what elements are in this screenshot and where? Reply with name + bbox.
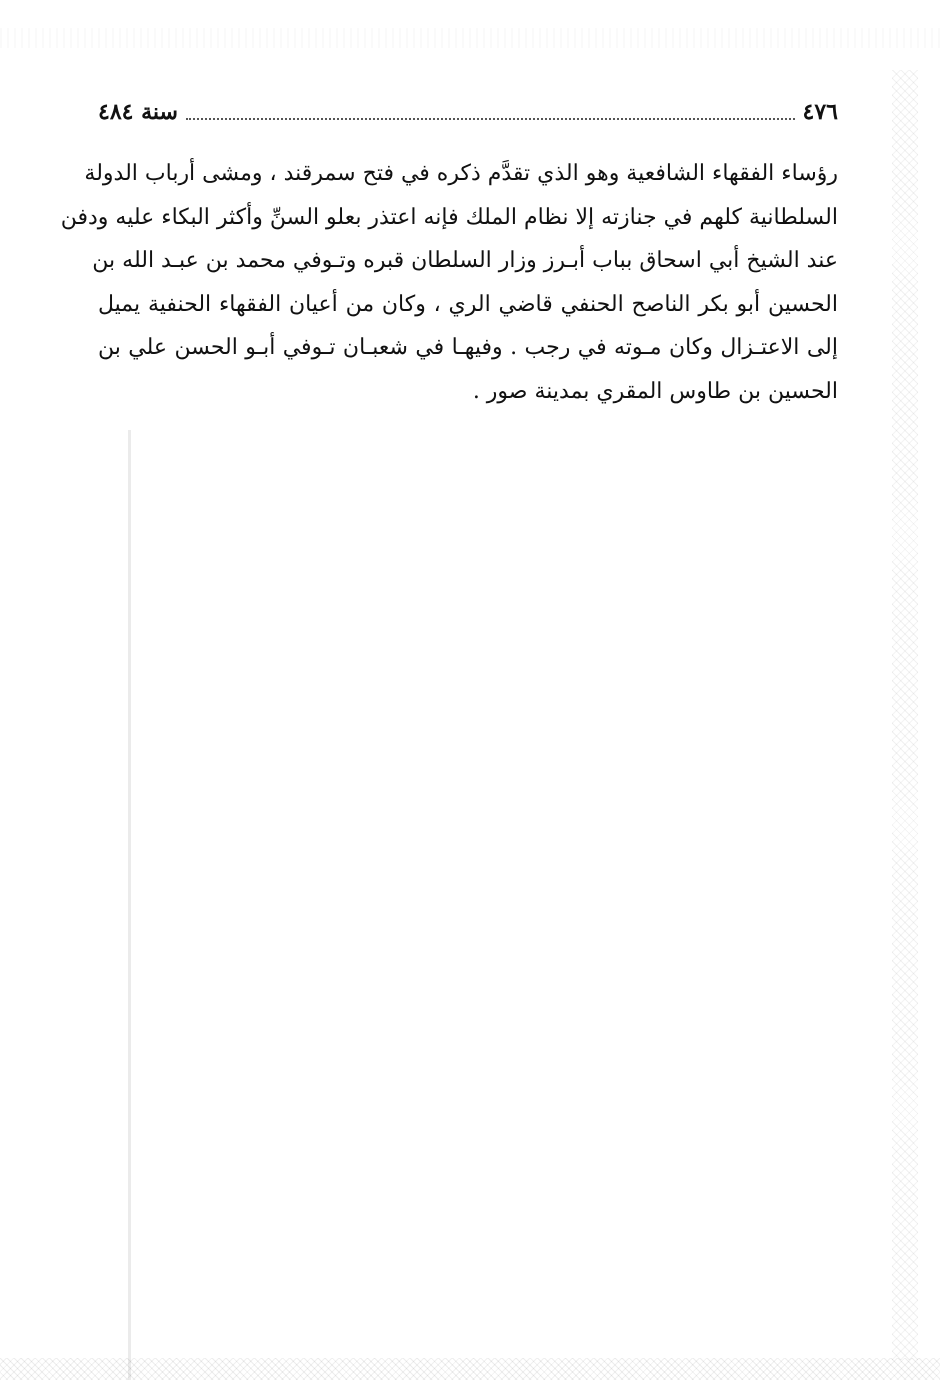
header-dotted-leader xyxy=(186,118,795,120)
text-line: الحسين أبو بكر الناصح الحنفي قاضي الري ، وكان من أعيان الفقهاء الحنفية يميل xyxy=(98,291,838,317)
page-number: ٤٧٦ xyxy=(802,99,838,125)
text-line: إلى الاعتـزال وكان مـوته في رجب . وفيهـا في شعبـان تـوفي أبـو الحسن علي بن xyxy=(98,335,838,360)
scan-artifact-bottom-edge xyxy=(0,1358,940,1380)
scan-artifact-top xyxy=(0,28,940,48)
text-line: السلطانية كلهم في جنازته إلا نظام الملك فإنه اعتذر بعلو السنِّ وأكثر البكاء عليه ودفن xyxy=(60,204,838,230)
text-line: الحسين بن طاوس المقري بمدينة صور . xyxy=(472,378,838,404)
body-paragraph xyxy=(60,152,838,413)
scan-artifact-right-edge xyxy=(892,70,918,1360)
running-head-year: سنة ٤٨٤ xyxy=(98,99,178,125)
text-line: رؤساء الفقهاء الشافعية وهو الذي تقدَّم ذكره في فتح سمرقند ، ومشى أرباب الدولة xyxy=(84,161,838,186)
text-line: عند الشيخ أبي اسحاق بباب أبـرز وزار السلطان قبره وتـوفي محمد بن عبـد الله بن xyxy=(92,248,838,273)
page-header xyxy=(98,96,838,128)
scan-artifact-left-line xyxy=(128,430,131,1380)
